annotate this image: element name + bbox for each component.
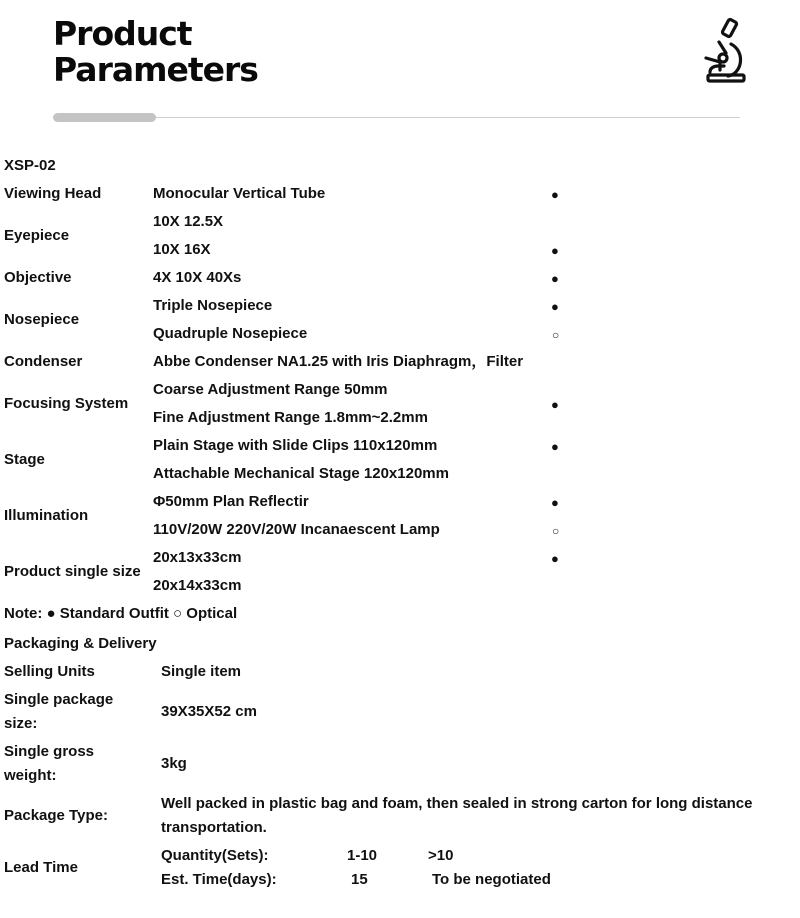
selling-units-value: Single item (161, 663, 242, 680)
gross-weight-value: 3kg (161, 755, 187, 772)
spec-option: Abbe Condenser NA1.25 with Iris Diaphragm，Filter (153, 353, 524, 370)
spec-label-product-size: Product single size (4, 563, 141, 580)
legend-note: Note: ● Standard Outfit ○ Optical (4, 605, 238, 622)
spec-option: Plain Stage with Slide Clips 110x120mm (153, 437, 438, 454)
spec-option: Φ50mm Plan Reflectir (153, 493, 309, 510)
spec-label-viewing-head: Viewing Head (4, 185, 102, 202)
lead-time-days-2: To be negotiated (432, 871, 551, 888)
package-type-label: Package Type: (4, 807, 108, 824)
package-size-value: 39X35X52 cm (161, 703, 257, 720)
lead-time-days-1: 15 (351, 871, 368, 888)
standard-mark: ● (551, 397, 559, 412)
page-title (53, 16, 258, 88)
spec-option: Attachable Mechanical Stage 120x120mm (153, 465, 449, 482)
selling-units-label: Selling Units (4, 663, 95, 680)
spec-option: Triple Nosepiece (153, 297, 273, 314)
spec-label-illumination: Illumination (4, 507, 89, 524)
lead-time-label: Lead Time (4, 859, 78, 876)
spec-option: 20x14x33cm (153, 577, 242, 594)
lead-time-quantity-label: Quantity(Sets): (161, 847, 269, 864)
gross-weight-label-cont: weight: (4, 767, 57, 784)
package-type-value-cont: transportation. (161, 819, 267, 836)
lead-time-days-label: Est. Time(days): (161, 871, 277, 888)
spec-option: 20x13x33cm (153, 549, 242, 566)
spec-label-condenser: Condenser (4, 353, 83, 370)
optional-mark: ○ (552, 328, 560, 342)
spec-option: Monocular Vertical Tube (153, 185, 326, 202)
spec-option: 4X 10X 40Xs (153, 269, 242, 286)
standard-mark: ● (551, 495, 559, 510)
standard-mark: ● (551, 243, 559, 258)
spec-option: 10X 16X (153, 241, 211, 258)
lead-time-quantity-range-1: 1-10 (347, 847, 378, 864)
standard-mark: ● (551, 299, 559, 314)
optional-mark: ○ (552, 524, 560, 538)
spec-label-objective: Objective (4, 269, 72, 286)
page-title-line-2: Parameters (53, 50, 258, 89)
spec-option: Quadruple Nosepiece (153, 325, 308, 342)
spec-option: 10X 12.5X (153, 213, 224, 230)
microscope-icon (700, 16, 748, 86)
spec-label-stage: Stage (4, 451, 45, 468)
standard-mark: ● (551, 271, 559, 286)
header-divider (53, 117, 740, 118)
spec-label-focusing-system: Focusing System (4, 395, 129, 412)
package-type-value: Well packed in plastic bag and foam, then sealed in strong carton for long distance (161, 795, 753, 812)
package-size-label: Single package (4, 691, 114, 708)
packaging-heading: Packaging & Delivery (4, 635, 157, 652)
spec-label-nosepiece: Nosepiece (4, 311, 80, 328)
spec-label-eyepiece: Eyepiece (4, 227, 70, 244)
standard-mark: ● (551, 551, 559, 566)
header-divider-accent (53, 113, 156, 122)
package-size-label-cont: size: (4, 715, 38, 732)
spec-option: 110V/20W 220V/20W Incanaescent Lamp (153, 521, 440, 538)
model-label: XSP-02 (4, 157, 56, 174)
gross-weight-label: Single gross (4, 743, 95, 760)
page-title-line-1: Product (53, 14, 192, 53)
spec-option: Coarse Adjustment Range 50mm (153, 381, 388, 398)
standard-mark: ● (551, 187, 559, 202)
standard-mark: ● (551, 439, 559, 454)
spec-option: Fine Adjustment Range 1.8mm~2.2mm (153, 409, 428, 426)
lead-time-quantity-range-2: >10 (428, 847, 454, 864)
